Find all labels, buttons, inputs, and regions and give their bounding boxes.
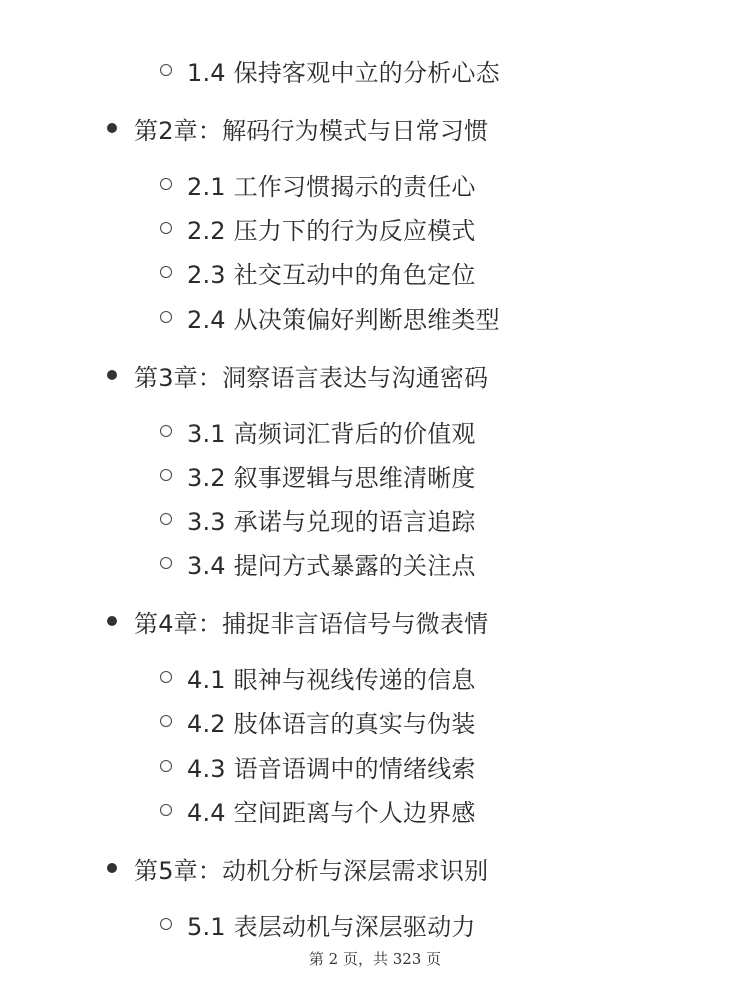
hollow-circle-bullet-icon: [160, 222, 172, 234]
toc-section-2-1: [160, 164, 476, 204]
toc-section-label: 1.4 保持客观中立的分析心态: [187, 58, 500, 87]
filled-disc-bullet-icon: [107, 616, 117, 626]
toc-section-2-4: [160, 297, 500, 337]
hollow-circle-bullet-icon: [160, 671, 172, 683]
filled-disc-bullet-icon: [107, 863, 117, 873]
hollow-circle-bullet-icon: [160, 804, 172, 816]
toc-section-label: 2.1 工作习惯揭示的责任心: [187, 172, 476, 201]
toc-section-1-4: [160, 50, 500, 90]
filled-disc-bullet-icon: [107, 370, 117, 380]
toc-section-label: 4.4 空间距离与个人边界感: [187, 798, 476, 827]
hollow-circle-bullet-icon: [160, 64, 172, 76]
hollow-circle-bullet-icon: [160, 469, 172, 481]
toc-section-label: 3.1 高频词汇背后的价值观: [187, 419, 476, 448]
hollow-circle-bullet-icon: [160, 266, 172, 278]
filled-disc-bullet-icon: [107, 123, 117, 133]
hollow-circle-bullet-icon: [160, 425, 172, 437]
toc-section-3-2: [160, 455, 476, 495]
toc-section-3-3: [160, 499, 476, 539]
hollow-circle-bullet-icon: [160, 715, 172, 727]
toc-section-label: 3.2 叙事逻辑与思维清晰度: [187, 463, 476, 492]
toc-chapter-5: [107, 848, 488, 888]
toc-chapter-label: 第2章：解码行为模式与日常习惯: [134, 116, 489, 145]
toc-section-label: 4.2 肢体语言的真实与伪装: [187, 709, 476, 738]
toc-section-label: 3.3 承诺与兑现的语言追踪: [187, 507, 476, 536]
hollow-circle-bullet-icon: [160, 513, 172, 525]
toc-section-label: 4.1 眼神与视线传递的信息: [187, 665, 476, 694]
toc-chapter-label: 第3章：洞察语言表达与沟通密码: [134, 363, 489, 392]
hollow-circle-bullet-icon: [160, 918, 172, 930]
toc-section-4-2: [160, 701, 476, 741]
toc-chapter-label: 第5章：动机分析与深层需求识别: [134, 856, 489, 885]
toc-section-4-3: [160, 746, 476, 786]
toc-section-label: 4.3 语音语调中的情绪线索: [187, 754, 476, 783]
hollow-circle-bullet-icon: [160, 178, 172, 190]
toc-section-label: 3.4 提问方式暴露的关注点: [187, 551, 476, 580]
toc-chapter-4: [107, 601, 488, 641]
toc-section-2-3: [160, 252, 476, 292]
toc-section-3-4: [160, 543, 476, 583]
hollow-circle-bullet-icon: [160, 311, 172, 323]
toc-section-4-1: [160, 657, 476, 697]
page-indicator: 第 2 页，共 323 页: [308, 950, 442, 968]
toc-section-label: 5.1 表层动机与深层驱动力: [187, 912, 476, 941]
toc-chapter-2: [107, 108, 488, 148]
toc-section-5-1: [160, 904, 476, 944]
toc-section-2-2: [160, 208, 476, 248]
toc-section-label: 2.4 从决策偏好判断思维类型: [187, 305, 500, 334]
toc-section-4-4: [160, 790, 476, 830]
hollow-circle-bullet-icon: [160, 557, 172, 569]
toc-chapter-3: [107, 355, 488, 395]
toc-section-label: 2.2 压力下的行为反应模式: [187, 216, 476, 245]
hollow-circle-bullet-icon: [160, 760, 172, 772]
toc-section-label: 2.3 社交互动中的角色定位: [187, 260, 476, 289]
toc-section-3-1: [160, 411, 476, 451]
toc-chapter-label: 第4章：捕捉非言语信号与微表情: [134, 609, 489, 638]
